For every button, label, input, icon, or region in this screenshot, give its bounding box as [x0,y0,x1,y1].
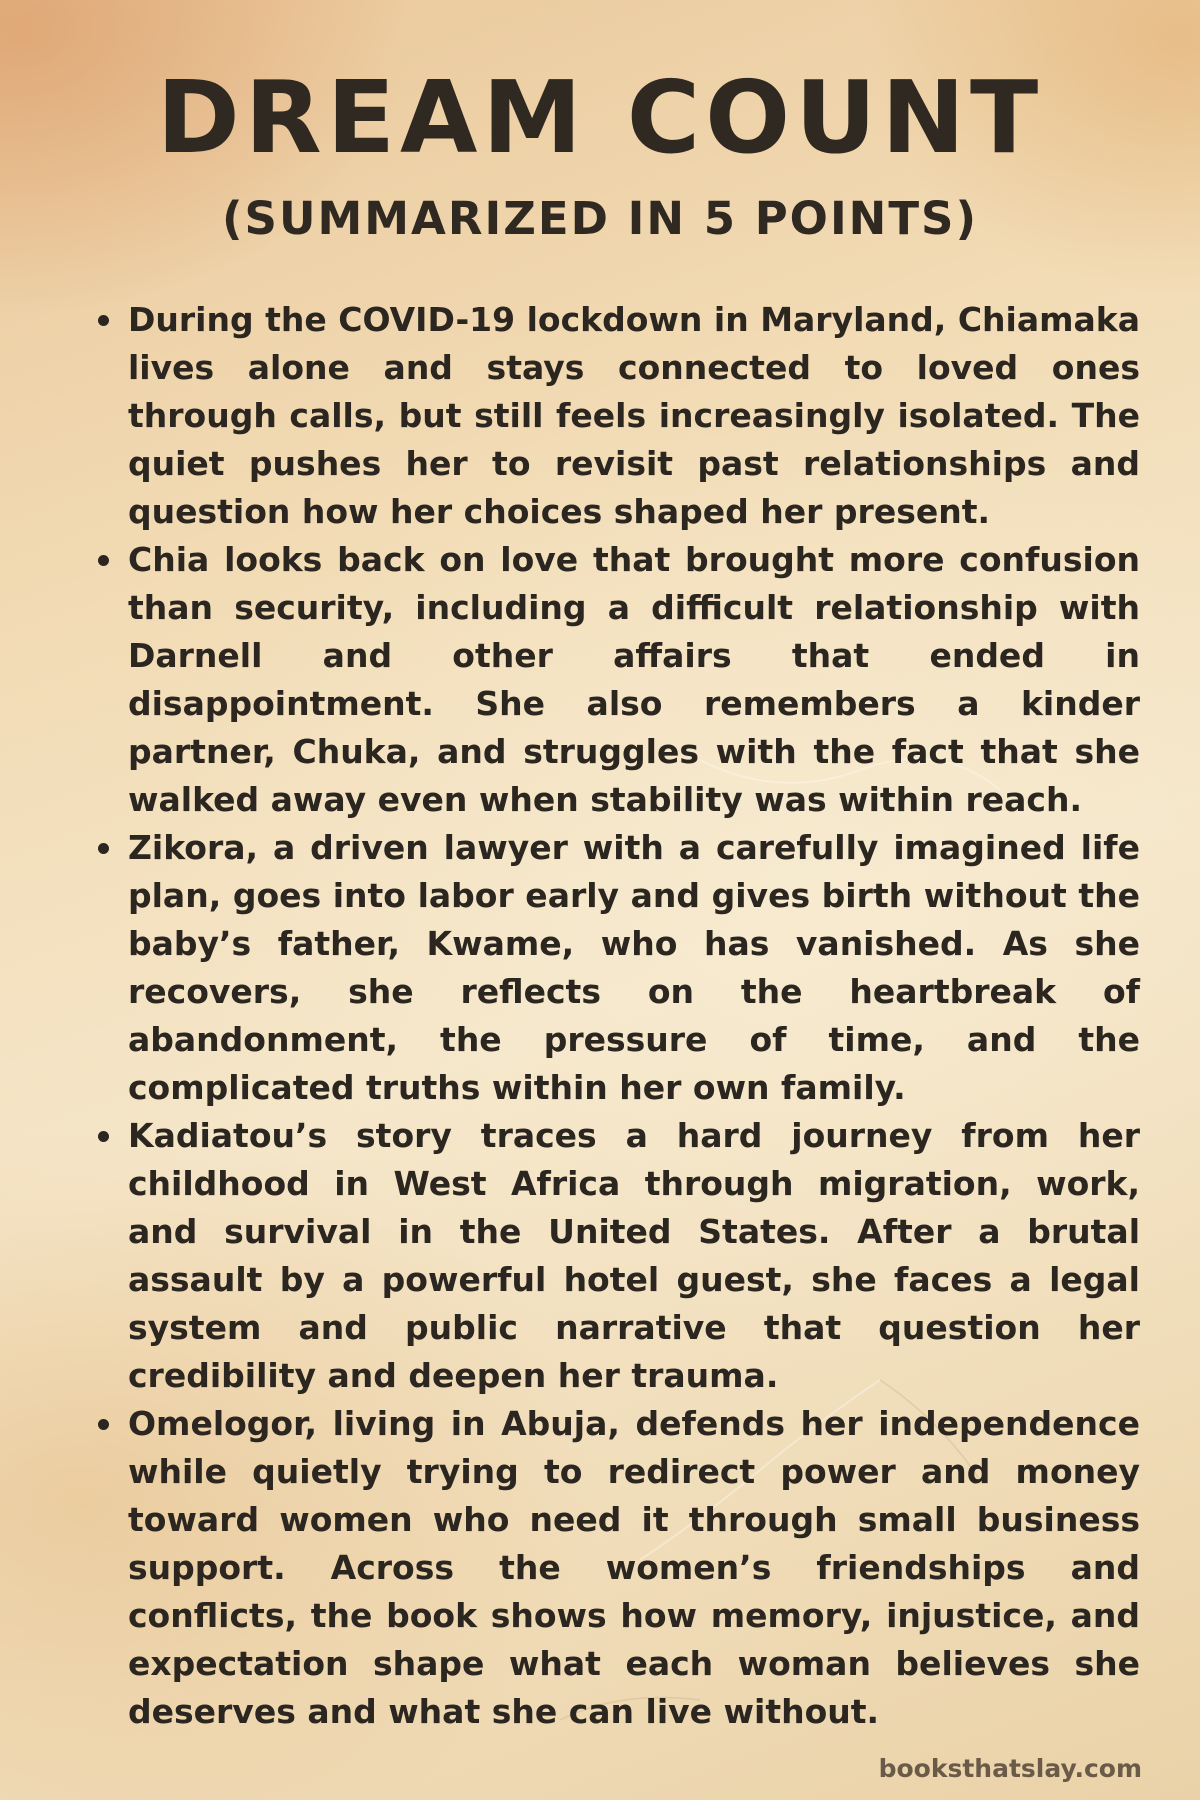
site-credit: booksthatslay.com [878,1754,1142,1783]
bullet-icon [98,315,109,326]
summary-point [96,296,1140,536]
page-subtitle: (SUMMARIZED IN 5 POINTS) [221,192,979,245]
summary-point-text: Zikora, a driven lawyer with a carefully imagined life plan, goes into labor early and gives birth without the baby’s father, Kwame, who has vanished. As she recovers, she reflects on the heartbreak of abandonment, the pressure of time, and the complicated truths within her own family. [128,828,1140,1107]
summary-point-text: During the COVID-19 lockdown in Maryland, Chiamaka lives alone and stays connected to loved ones through calls, but still feels increasingly isolated. The quiet pushes her to revisit past relationships and question how her choices shaped her present. [128,300,1140,531]
summary-point-text: Kadiatou’s story traces a hard journey from her childhood in West Africa through migration, work, and survival in the United States. After a brutal assault by a powerful hotel guest, she faces a legal system and public narrative that question her credibility and deepen her trauma. [128,1116,1140,1395]
bullet-icon [98,843,109,854]
summary-point-text: Omelogor, living in Abuja, defends her independence while quietly trying to redirect power and money toward women who need it through small business support. Across the women’s friendships and conflicts, the book shows how memory, injustice, and expectation shape what each woman believes she deserves and what she can live without. [128,1404,1140,1731]
summary-point-text: Chia looks back on love that brought more confusion than security, including a difficult relationship with Darnell and other affairs that ended in disappointment. She also remembers a kinder partner, Chuka, and struggles with the fact that she walked away even when stability was within reach. [128,540,1140,819]
bullet-icon [98,1131,109,1142]
bullet-icon [98,1419,109,1430]
summary-point [96,1400,1140,1736]
summary-point [96,824,1140,1112]
bullet-icon [98,555,109,566]
summary-points-list [96,296,1140,1736]
summary-point [96,1112,1140,1400]
page-title: DREAM COUNT [156,59,1044,176]
summary-point [96,536,1140,824]
